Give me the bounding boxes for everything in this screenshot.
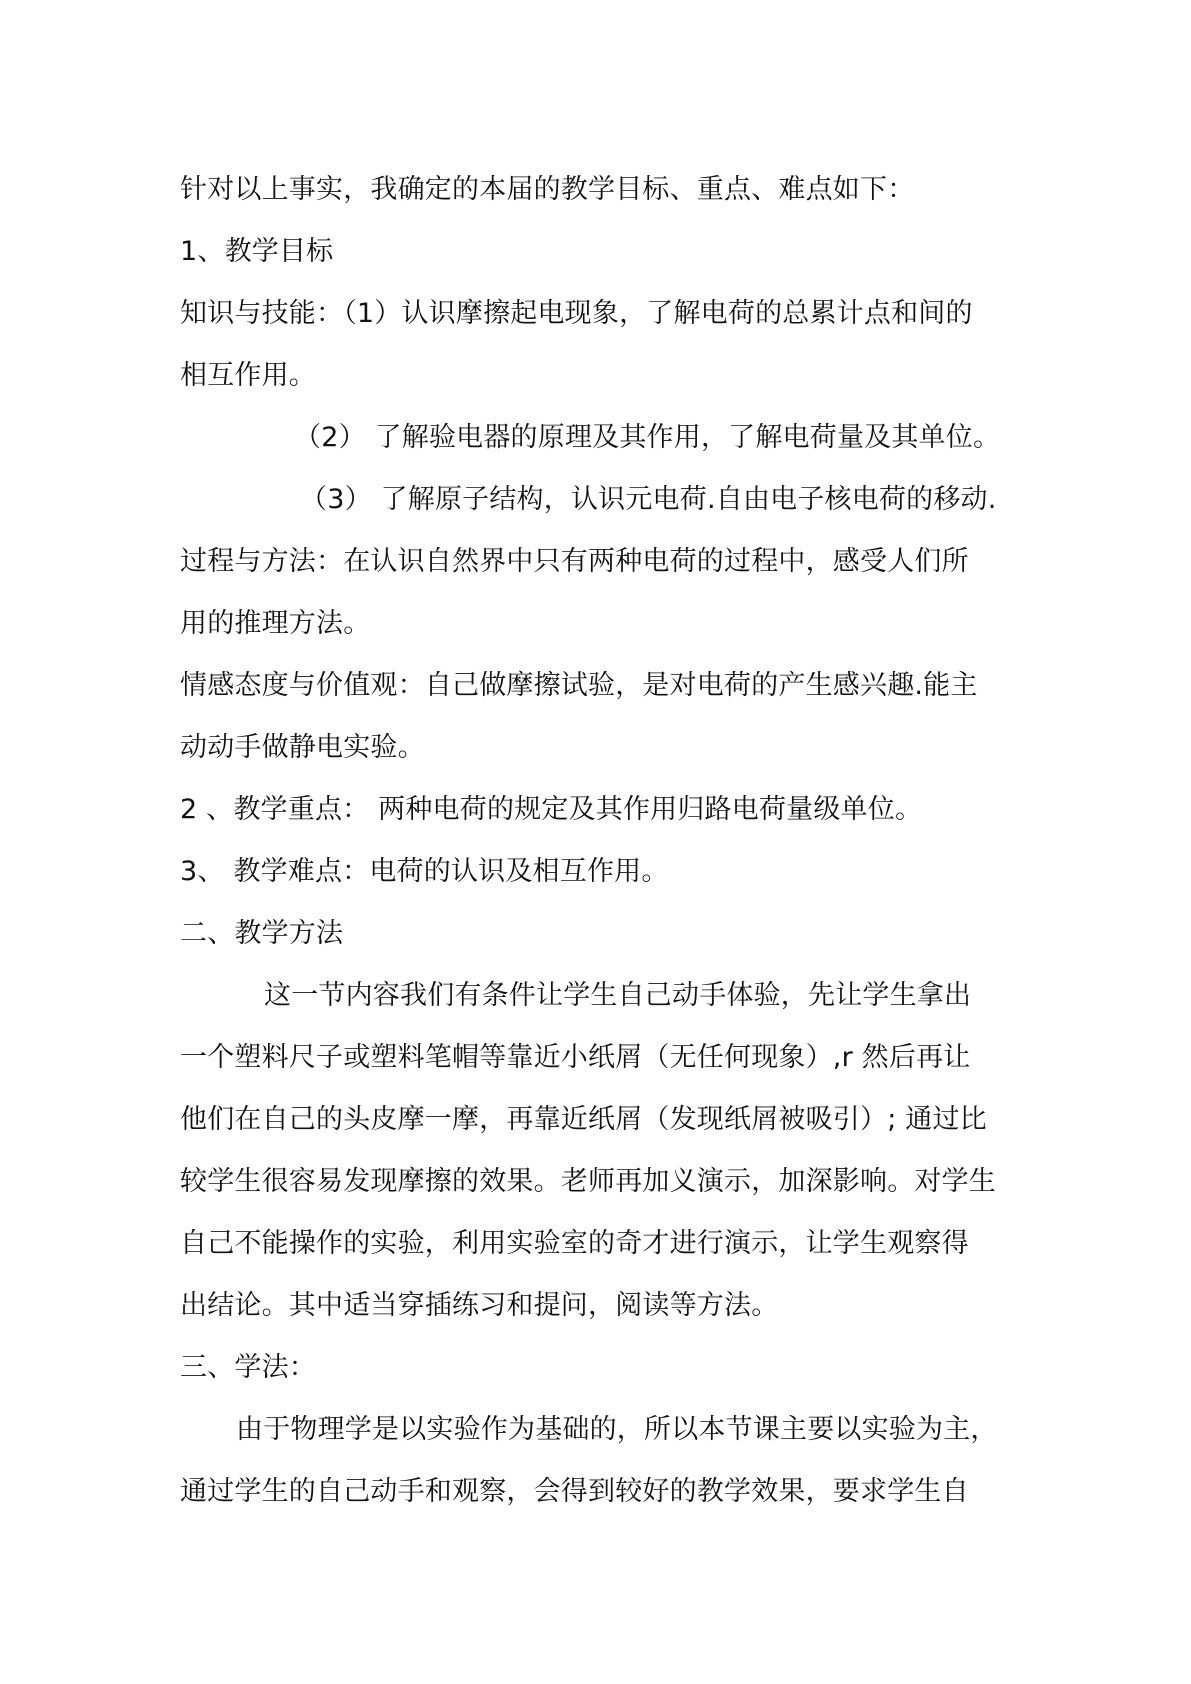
- section-heading: 三、学法：: [180, 1352, 316, 1383]
- text-line: 较学生很容易发现摩擦的效果。老师再加义演示，加深影响。对学生: [180, 1166, 996, 1197]
- text-line: 一个塑料尺子或塑料笔帽等靠近小纸屑（无任何现象）,r 然后再让: [180, 1042, 971, 1073]
- text-line: 知识与技能：（1）认识摩擦起电现象，了解电荷的总累计点和间的: [180, 298, 973, 329]
- section-heading: 3、 教学难点：电荷的认识及相互作用。: [180, 856, 669, 887]
- text-line: 他们在自己的头皮摩一摩，再靠近纸屑（发现纸屑被吸引）; 通过比: [180, 1104, 987, 1135]
- text-line: 相互作用。: [180, 360, 316, 391]
- text-line: （3） 了解原子结构，认识元电荷.自由电子核电荷的移动.: [300, 484, 997, 515]
- section-heading: 2 、教学重点： 两种电荷的规定及其作用归路电荷量级单位。: [180, 794, 923, 825]
- text-line: 针对以上事实，我确定的本届的教学目标、重点、难点如下：: [180, 174, 915, 205]
- text-line: 由于物理学是以实验作为基础的，所以本节课主要以实验为主，: [236, 1414, 998, 1445]
- section-heading: 二、教学方法: [180, 918, 344, 949]
- text-line: 过程与方法：在认识自然界中只有两种电荷的过程中，感受人们所: [180, 546, 969, 577]
- text-line: 用的推理方法。: [180, 608, 371, 639]
- section-heading: 1、教学目标: [180, 236, 334, 267]
- text-line: 这一节内容我们有条件让学生自己动手体验，先让学生拿出: [264, 980, 972, 1011]
- text-line: 出结论。其中适当穿插练习和提问，阅读等方法。: [180, 1290, 779, 1321]
- text-line: 自己不能操作的实验，利用实验室的奇才进行演示，让学生观察得: [180, 1228, 969, 1259]
- text-line: 通过学生的自己动手和观察，会得到较好的教学效果，要求学生自: [180, 1476, 969, 1507]
- text-line: 情感态度与价值观：自己做摩擦试验，是对电荷的产生感兴趣.能主: [180, 670, 978, 701]
- text-line: 动动手做静电实验。: [180, 732, 425, 763]
- text-line: （2） 了解验电器的原理及其作用，了解电荷量及其单位。: [294, 422, 1001, 453]
